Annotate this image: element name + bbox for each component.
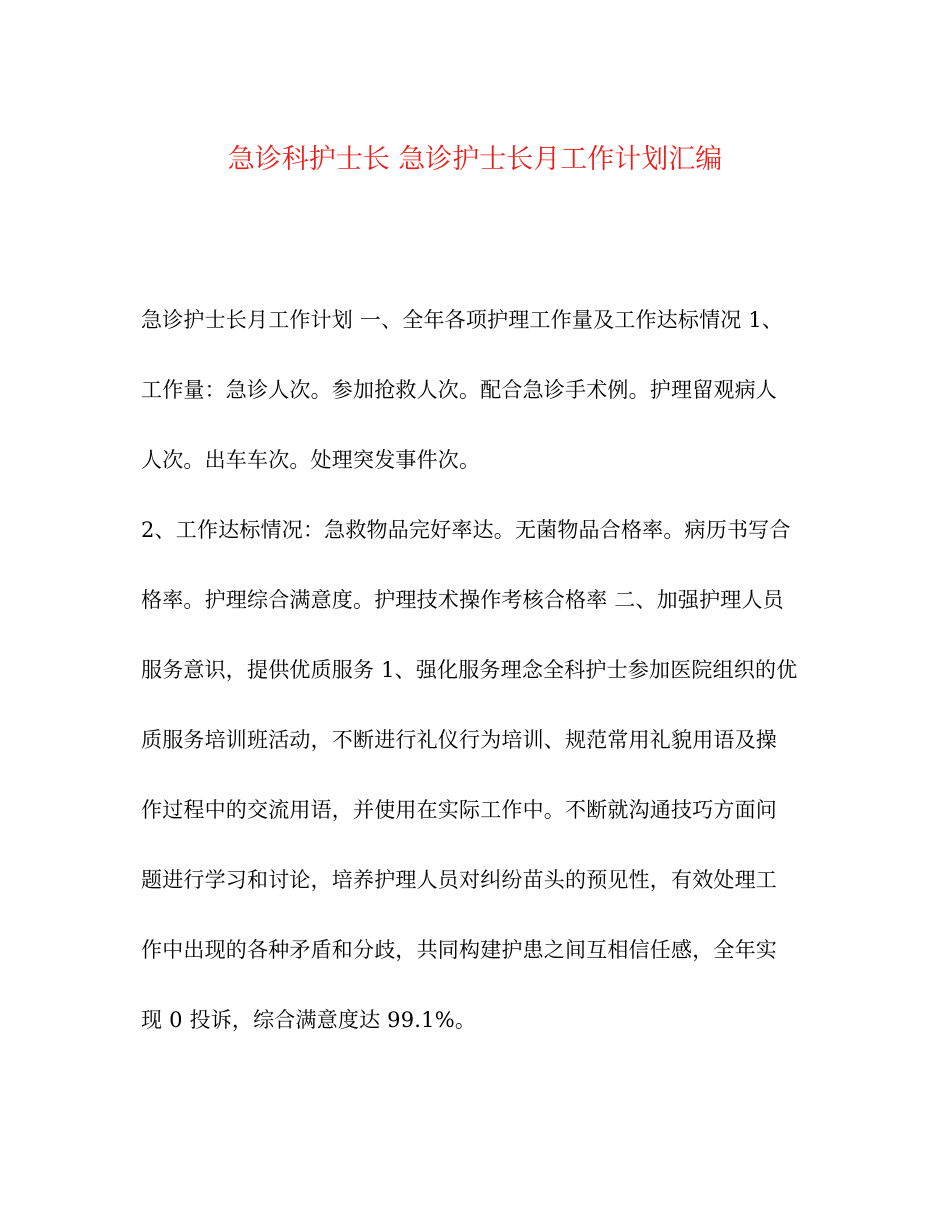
body-line: 作中出现的各种矛盾和分歧，共同构建护患之间互相信任感，全年实: [141, 938, 777, 962]
body-line: 现 0 投诉，综合满意度达 99.1%。: [141, 1008, 477, 1032]
body-line: 服务意识，提供优质服务 1、强化服务理念全科护士参加医院组织的优: [141, 658, 798, 682]
document-body: [141, 302, 821, 1072]
body-line: 质服务培训班活动，不断进行礼仪行为培训、规范常用礼貌用语及操: [141, 728, 777, 752]
body-line: 题进行学习和讨论，培养护理人员对纠纷苗头的预见性，有效处理工: [141, 868, 777, 892]
body-line: 人次。出车车次。处理突发事件次。: [141, 448, 481, 472]
body-line: 急诊护士长月工作计划 一、全年各项护理工作量及工作达标情况 1、: [141, 308, 784, 332]
document-title: 急诊科护士长 急诊护士长月工作计划汇编: [227, 144, 723, 175]
body-line: 格率。护理综合满意度。护理技术操作考核合格率 二、加强护理人员: [141, 588, 784, 612]
body-line: 2、工作达标情况：急救物品完好率达。无菌物品合格率。病历书写合: [141, 518, 791, 542]
body-line: 工作量：急诊人次。参加抢救人次。配合急诊手术例。护理留观病人: [141, 378, 777, 402]
body-line: 作过程中的交流用语，并使用在实际工作中。不断就沟通技巧方面问: [141, 798, 777, 822]
